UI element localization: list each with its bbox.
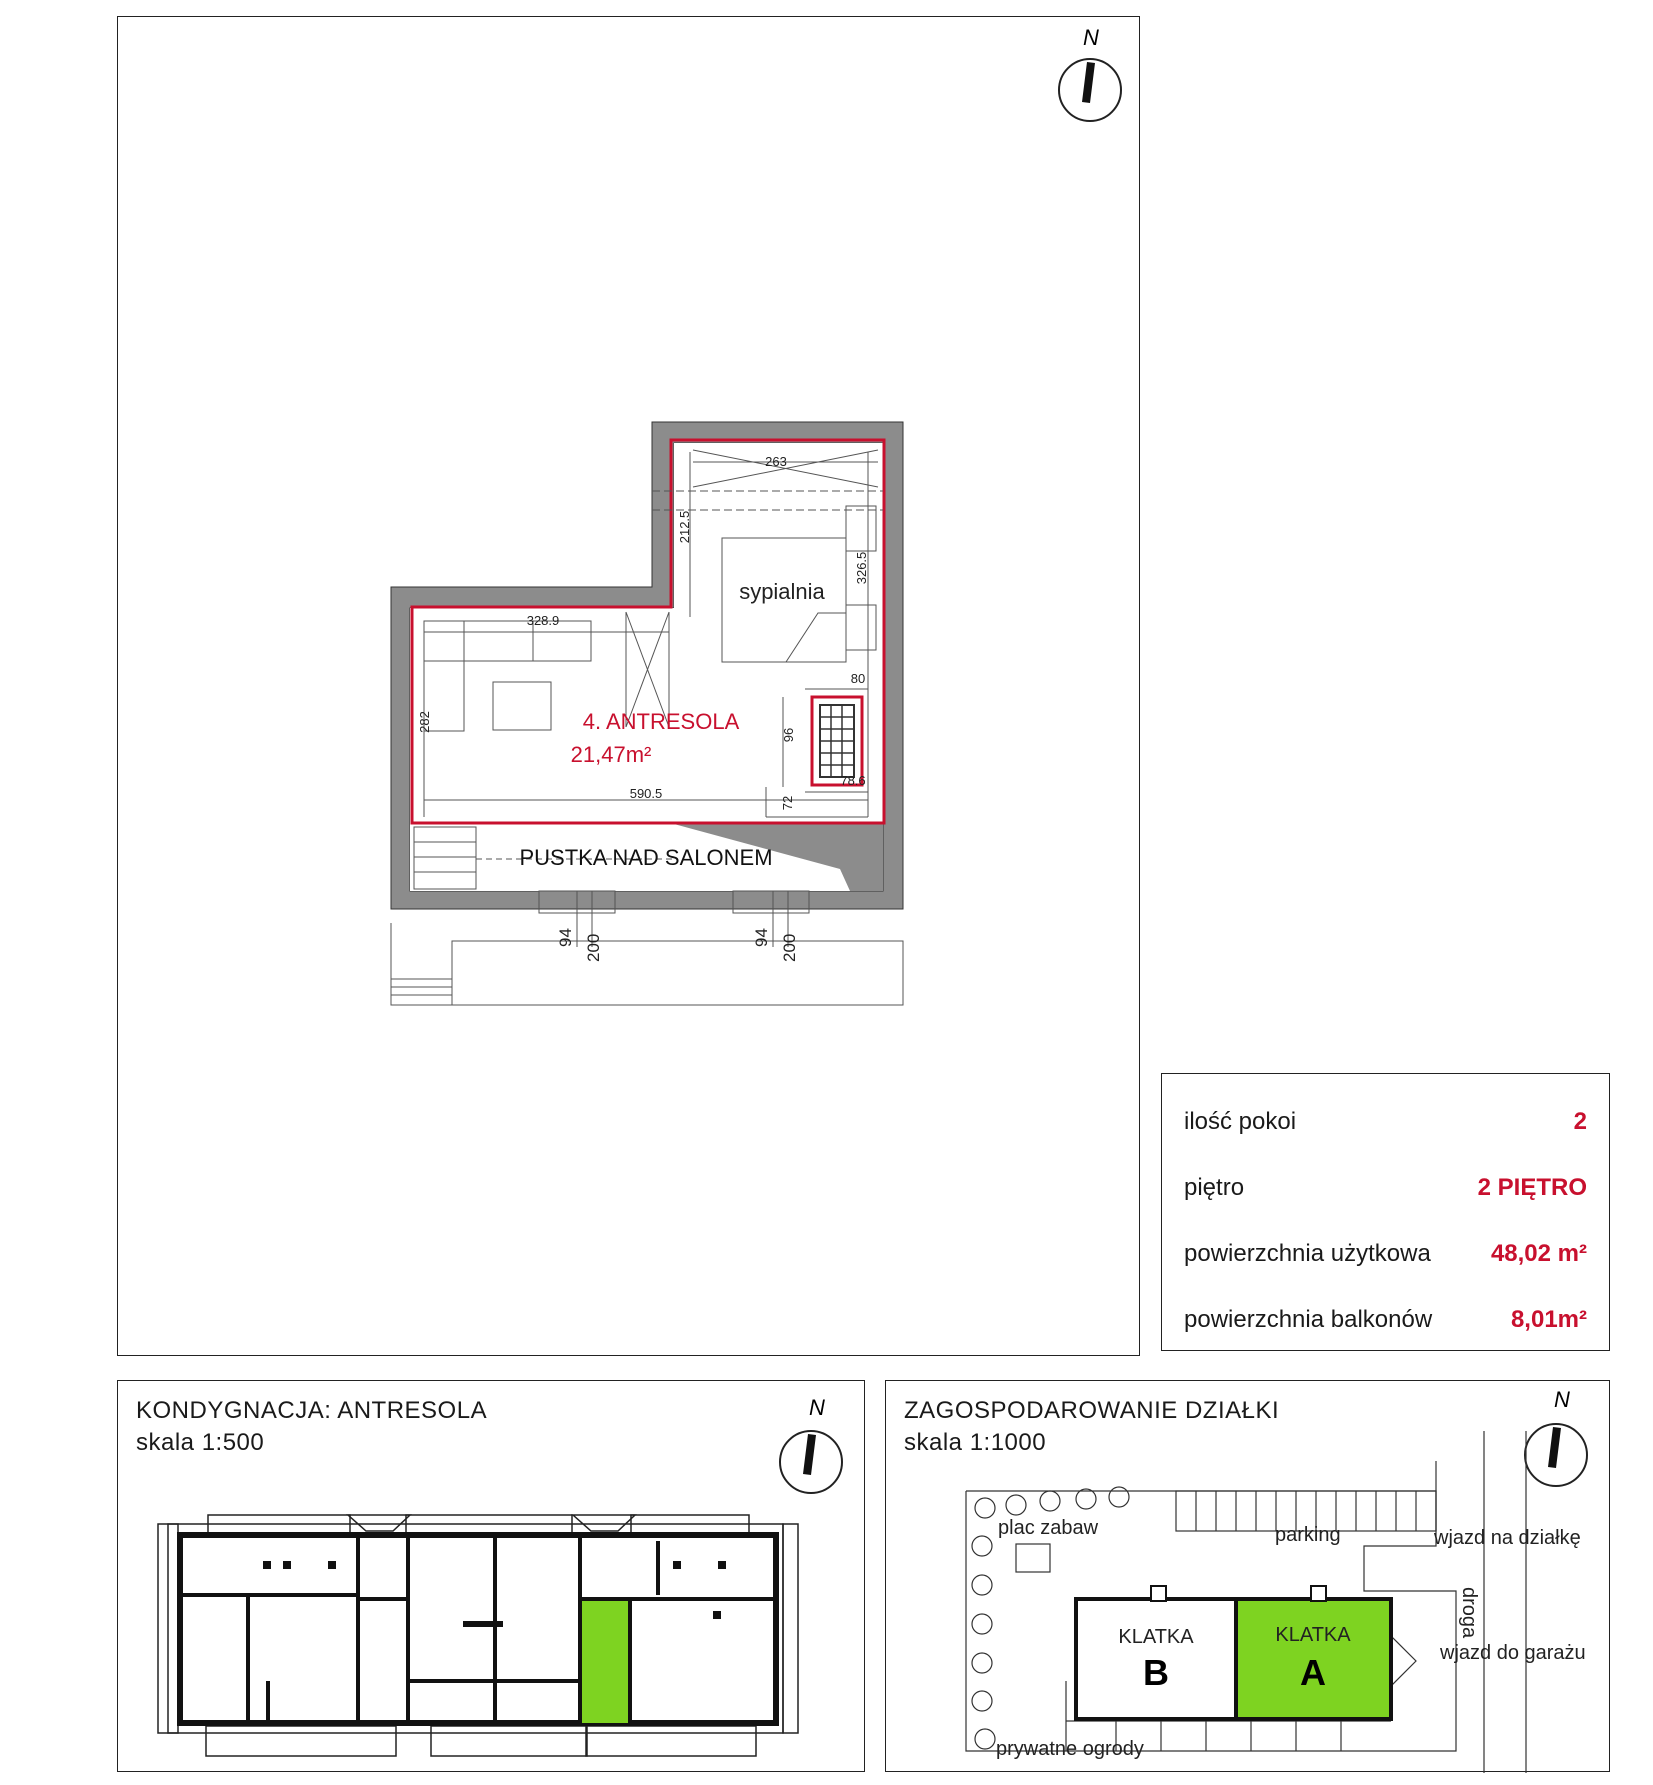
dim-lower-offset: 72 bbox=[780, 795, 795, 811]
floor-overview-drawing bbox=[118, 1381, 866, 1773]
label-playground: plac zabaw bbox=[998, 1517, 1099, 1539]
dim-window1-a: 94 bbox=[556, 928, 575, 947]
floor-panel bbox=[117, 1380, 865, 1772]
dim-window2-b: 200 bbox=[780, 933, 799, 962]
compass-letter: N bbox=[809, 1395, 825, 1420]
info-panel bbox=[1161, 1073, 1610, 1351]
floor-panel-scale: skala 1:500 bbox=[136, 1429, 265, 1456]
info-value: 8,01m² bbox=[1510, 1306, 1587, 1333]
label-stair-b-word: KLATKA bbox=[1118, 1626, 1194, 1648]
compass-icon bbox=[780, 1395, 842, 1493]
label-stair-b-letter: B bbox=[1143, 1652, 1169, 1693]
dim-window2-a: 94 bbox=[752, 928, 771, 947]
room-area: 21,47m² bbox=[570, 742, 652, 767]
compass-icon bbox=[1059, 25, 1121, 121]
closet bbox=[812, 697, 862, 785]
void-label: PUSTKA NAD SALONEM bbox=[519, 845, 773, 870]
info-label: powierzchnia użytkowa bbox=[1184, 1240, 1431, 1267]
compass-icon bbox=[1525, 1387, 1587, 1486]
label-entry-plot: wjazd na działkę bbox=[1434, 1527, 1581, 1549]
dim-closet-width: 80 bbox=[850, 671, 866, 686]
info-row-usable-area bbox=[1184, 1234, 1587, 1274]
apartment-plan-drawing bbox=[118, 17, 1141, 1357]
label-gardens: prywatne ogrody bbox=[996, 1738, 1144, 1760]
info-value: 2 bbox=[1573, 1108, 1587, 1135]
main-plan-frame bbox=[117, 16, 1140, 1356]
compass-letter: N bbox=[1083, 25, 1099, 50]
dim-top-width: 263 bbox=[765, 454, 787, 469]
info-value: 48,02 m² bbox=[1490, 1240, 1587, 1267]
info-value: 2 PIĘTRO bbox=[1477, 1174, 1587, 1201]
dim-left-height: 282 bbox=[417, 711, 432, 733]
dim-total-width: 590.5 bbox=[629, 786, 663, 801]
bedroom-label: sypialnia bbox=[739, 579, 825, 604]
dim-window1-b: 200 bbox=[584, 933, 603, 962]
label-entry-garage: wjazd do garażu bbox=[1440, 1642, 1586, 1664]
site-panel-title: ZAGOSPODAROWANIE DZIAŁKI bbox=[904, 1397, 1280, 1424]
dim-left-segment: 328.9 bbox=[526, 613, 560, 628]
label-stair-a-word: KLATKA bbox=[1275, 1624, 1351, 1646]
info-row-balcony-area bbox=[1184, 1300, 1587, 1340]
site-panel bbox=[885, 1380, 1610, 1772]
compass-letter: N bbox=[1554, 1387, 1570, 1412]
room-label: 4. ANTRESOLA bbox=[582, 709, 740, 734]
label-stair-a-letter: A bbox=[1300, 1652, 1326, 1693]
info-label: powierzchnia balkonów bbox=[1184, 1306, 1433, 1333]
floor-panel-title: KONDYGNACJA: ANTRESOLA bbox=[136, 1397, 488, 1424]
site-plan-drawing bbox=[886, 1381, 1611, 1773]
info-label: ilość pokoi bbox=[1184, 1108, 1297, 1135]
dim-upper-offset: 212.5 bbox=[677, 510, 692, 544]
label-parking: parking bbox=[1275, 1524, 1341, 1546]
info-row-floor bbox=[1184, 1168, 1587, 1208]
highlighted-unit bbox=[580, 1599, 630, 1723]
dim-closet-bottom: 78.6 bbox=[840, 773, 866, 788]
info-label: piętro bbox=[1184, 1174, 1245, 1201]
dim-right-height: 326.5 bbox=[854, 551, 869, 585]
info-row-rooms bbox=[1184, 1102, 1587, 1142]
dim-closet-height: 96 bbox=[781, 727, 796, 743]
site-panel-scale: skala 1:1000 bbox=[904, 1429, 1047, 1456]
label-road: droga bbox=[1458, 1587, 1480, 1639]
